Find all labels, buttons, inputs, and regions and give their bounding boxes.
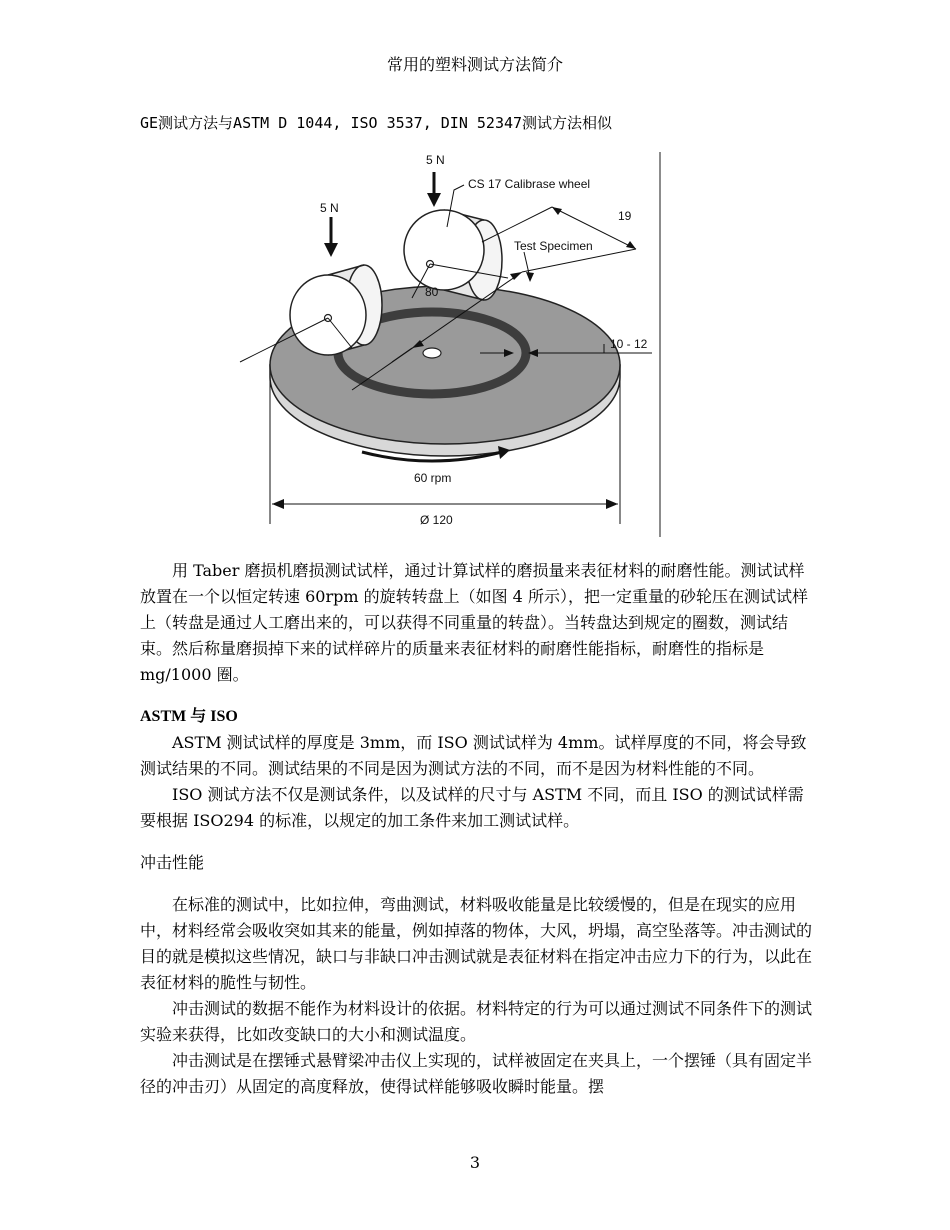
paragraph-taber: 用 Taber 磨损机磨损测试试样，通过计算试样的磨损量来表征材料的耐磨性能。测试试样放置在一个以恒定转速 60rpm 的旋转转盘上（如图 4 所示），把一定重量的砂轮压在测试试样上（转盘是通过人工磨出来的，可以获得不同重量的转盘）。当转盘达到规定的圈数，测试结束。然后称量磨损掉下来的试样碎片的质量来表征材料的耐磨性能指标，耐磨性的指标是 mg/1000 圈。 — [140, 561, 808, 684]
label-dim-19: 19 — [618, 209, 632, 223]
label-dim-80: 80 — [425, 285, 439, 299]
label-wheel: CS 17 Calibrase wheel — [468, 177, 591, 191]
label-diameter: Ø 120 — [420, 513, 453, 527]
section-title-astm-iso: ASTM 与 ISO — [140, 708, 238, 725]
taber-diagram — [232, 152, 662, 537]
label-load-left: 5 N — [320, 201, 339, 215]
page-number: 3 — [469, 1153, 481, 1172]
taber-abrasion-figure — [232, 152, 662, 537]
paragraph-thickness: ASTM 测试试样的厚度是 3mm，而 ISO 测试试样为 4mm。试样厚度的不同，将会导致测试结果的不同。测试结果的不同是因为测试方法的不同，而不是因为材料性能的不同。 — [140, 733, 807, 778]
paragraph-impact-pendulum: 冲击测试是在摆锤式悬臂梁冲击仪上实现的，试样被固定在夹具上，一个摆锤（具有固定半径的冲击刃）从固定的高度释放，使得试样能够吸收瞬时能量。摆 — [140, 1051, 813, 1096]
page-header-title: 常用的塑料测试方法简介 — [386, 55, 563, 74]
body-text — [140, 558, 815, 1100]
label-load-right: 5 N — [426, 153, 445, 167]
load-arrow-right — [427, 172, 441, 207]
section-title-impact: 冲击性能 — [140, 853, 205, 872]
label-dim-10-12: 10 - 12 — [610, 337, 648, 351]
paragraph-iso-method: ISO 测试方法不仅是测试条件，以及试样的尺寸与 ASTM 不同，而且 ISO 的测试试样需要根据 ISO294 的标准，以规定的加工条件来加工测试试样。 — [140, 785, 804, 830]
intro-line: GE测试方法与ASTM D 1044, ISO 3537, DIN 52347测试方法相似 — [140, 114, 613, 132]
abrasive-wheel-left — [290, 265, 382, 355]
paragraph-impact-data: 冲击测试的数据不能作为材料设计的依据。材料特定的行为可以通过测试不同条件下的测试实验来获得，比如改变缺口的大小和测试温度。 — [140, 999, 813, 1044]
load-arrow-left — [324, 217, 338, 257]
label-specimen: Test Specimen — [514, 239, 593, 253]
label-speed: 60 rpm — [414, 471, 452, 485]
paragraph-impact-intro: 在标准的测试中，比如拉伸，弯曲测试，材料吸收能量是比较缓慢的，但是在现实的应用中，材料经常会吸收突如其来的能量，例如掉落的物体，大风，坍塌，高空坠落等。冲击测试的目的就是模拟这些情况，缺口与非缺口冲击测试就是表征材料在指定冲击应力下的行为，以此在表征材料的脆性与韧性。 — [140, 895, 813, 992]
